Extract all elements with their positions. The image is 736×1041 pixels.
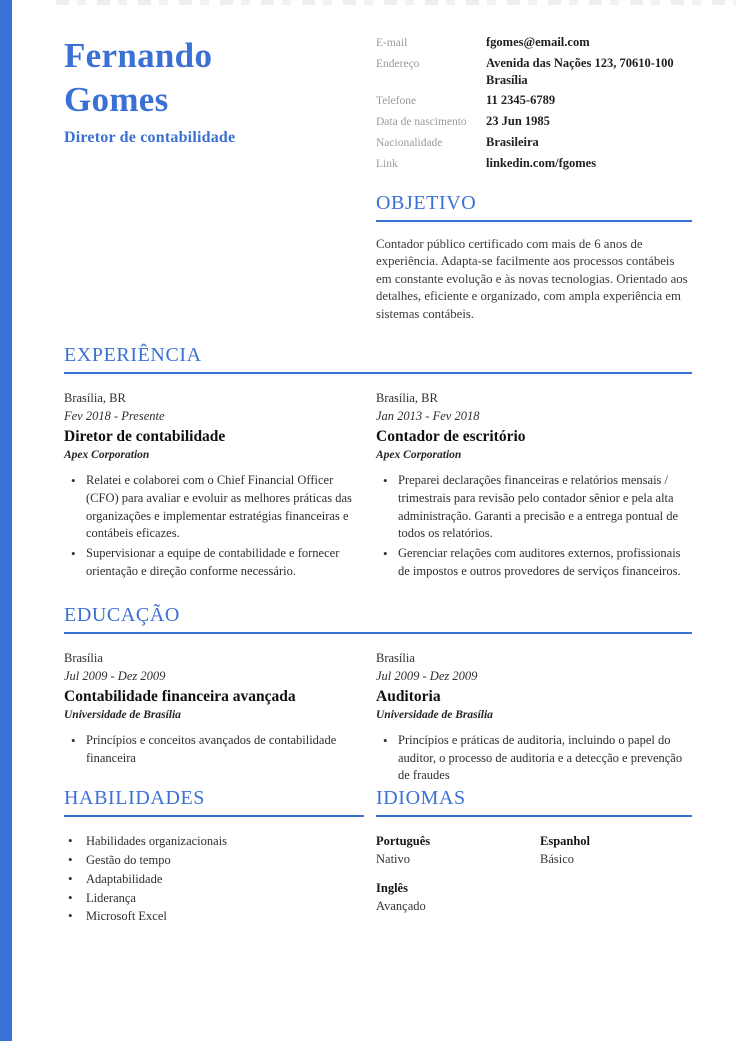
section-idiomas	[376, 787, 692, 926]
entry-title: Contador de escritório	[376, 428, 526, 446]
entry-company: Apex Corporation	[64, 449, 150, 462]
language-item	[376, 832, 540, 868]
skill-item: • Habilidades organizacionais	[64, 832, 364, 851]
entry-dates: Jul 2009 - Dez 2009	[376, 668, 478, 683]
objetivo-heading: OBJETIVO	[376, 192, 692, 222]
entry-school: Universidade de Brasília	[64, 708, 181, 721]
entry-dates: Jan 2013 - Fev 2018	[376, 409, 480, 424]
objetivo-text: Contador público certificado com mais de 6 anos de experiência. Adapta-se facilmente aos processos contábeis em constante evolução e às novas tecnologias. Orientado aos detalhes, eficiente e organizado, com ampla experiência em sistemas contábeis.	[376, 237, 688, 321]
entry-location: Brasília	[64, 650, 103, 665]
experiencia-heading: EXPERIÊNCIA	[64, 344, 692, 374]
contact-block	[376, 34, 692, 172]
contact-value: 11 2345-6789	[486, 93, 556, 107]
section-educacao	[64, 604, 692, 787]
language-name: Inglês	[376, 881, 408, 896]
skills-list	[64, 832, 364, 926]
habilidades-heading: HABILIDADES	[64, 787, 364, 817]
contact-value: fgomes@email.com	[486, 35, 590, 49]
entry-location: Brasília, BR	[64, 391, 126, 406]
bullet-item: • Supervisionar a equipe de contabilidade e fornecer orientação e direção conforme necessário.	[64, 545, 364, 581]
entry-school: Universidade de Brasília	[376, 708, 493, 721]
entry-bullet-list	[64, 472, 364, 581]
educacao-heading: EDUCAÇÃO	[64, 604, 692, 634]
contact-value: linkedin.com/fgomes	[486, 156, 597, 170]
language-item	[540, 832, 692, 868]
entry-dates: Fev 2018 - Presente	[64, 409, 165, 424]
section-habilidades	[64, 787, 364, 926]
entry-title: Contabilidade financeira avançada	[64, 687, 296, 705]
contact-value: Avenida das Nações 123, 70610-100 Brasília	[486, 56, 674, 87]
bottom-row	[64, 787, 692, 926]
bullet-item: • Preparei declarações financeiras e relatórios mensais / trimestrais para revisão pelo contador sênior e pela alta administração. Garanti a precisão e a entrega pontual de todos os relatórios.	[376, 472, 692, 543]
contact-label: Link	[376, 158, 398, 170]
languages-grid	[376, 832, 692, 915]
bullet-item: • Gerenciar relações com auditores externos, profissionais de impostos e outros provedores de serviços financeiros.	[376, 545, 692, 581]
contact-value: Brasileira	[486, 135, 539, 149]
language-name: Espanhol	[540, 834, 591, 849]
language-level: Nativo	[376, 852, 411, 867]
entry-title: Auditoria	[376, 687, 441, 705]
contact-value: 23 Jun 1985	[486, 114, 550, 128]
entry-title: Diretor de contabilidade	[64, 428, 226, 446]
contact-label: Telefone	[376, 95, 417, 107]
entry-bullet-list	[376, 732, 692, 785]
skill-item: • Microsoft Excel	[64, 907, 364, 926]
entry-dates: Jul 2009 - Dez 2009	[64, 668, 166, 683]
language-level: Básico	[540, 852, 575, 867]
language-name: Português	[376, 834, 431, 849]
experiencia-entries	[64, 390, 692, 583]
language-item	[376, 879, 540, 915]
bullet-item: • Princípios e conceitos avançados de contabilidade financeira	[64, 732, 364, 768]
skill-item: • Liderança	[64, 889, 364, 908]
person-name-line2: Gomes	[64, 80, 169, 119]
identity-block	[64, 34, 364, 323]
person-name-line1: Fernando	[64, 36, 213, 75]
skill-item: • Adaptabilidade	[64, 870, 364, 889]
educacao-entries	[64, 650, 692, 787]
person-name	[64, 34, 364, 122]
header-right-column	[376, 34, 692, 323]
entry-bullet-list	[64, 732, 364, 768]
entry-location: Brasília	[376, 650, 415, 665]
contact-label: Nacionalidade	[376, 137, 443, 149]
entry-bullet-list	[376, 472, 692, 581]
bullet-item: • Relatei e colaborei com o Chief Financial Officer (CFO) para avaliar e evoluir as melhores práticas das organizações e implementar estratégias financeiras e contábeis eficazes.	[64, 472, 364, 543]
idiomas-heading: IDIOMAS	[376, 787, 692, 817]
header-row	[64, 34, 692, 323]
contact-label: Data de nascimento	[376, 116, 467, 128]
experience-entry	[376, 390, 692, 583]
education-entry	[376, 650, 692, 787]
education-entry	[64, 650, 364, 787]
contact-label: Endereço	[376, 58, 420, 70]
language-level: Avançado	[376, 899, 426, 914]
section-experiencia	[64, 344, 692, 583]
contact-label: E-mail	[376, 37, 408, 49]
entry-location: Brasília, BR	[376, 391, 438, 406]
experience-entry	[64, 390, 364, 583]
job-title: Diretor de contabilidade	[64, 129, 236, 146]
bullet-item: • Princípios e práticas de auditoria, incluindo o papel do auditor, o processo de auditoria e a detecção e prevenção de fraudes	[376, 732, 692, 785]
entry-company: Apex Corporation	[376, 449, 462, 462]
skill-item: • Gestão do tempo	[64, 851, 364, 870]
section-objetivo	[376, 192, 692, 323]
